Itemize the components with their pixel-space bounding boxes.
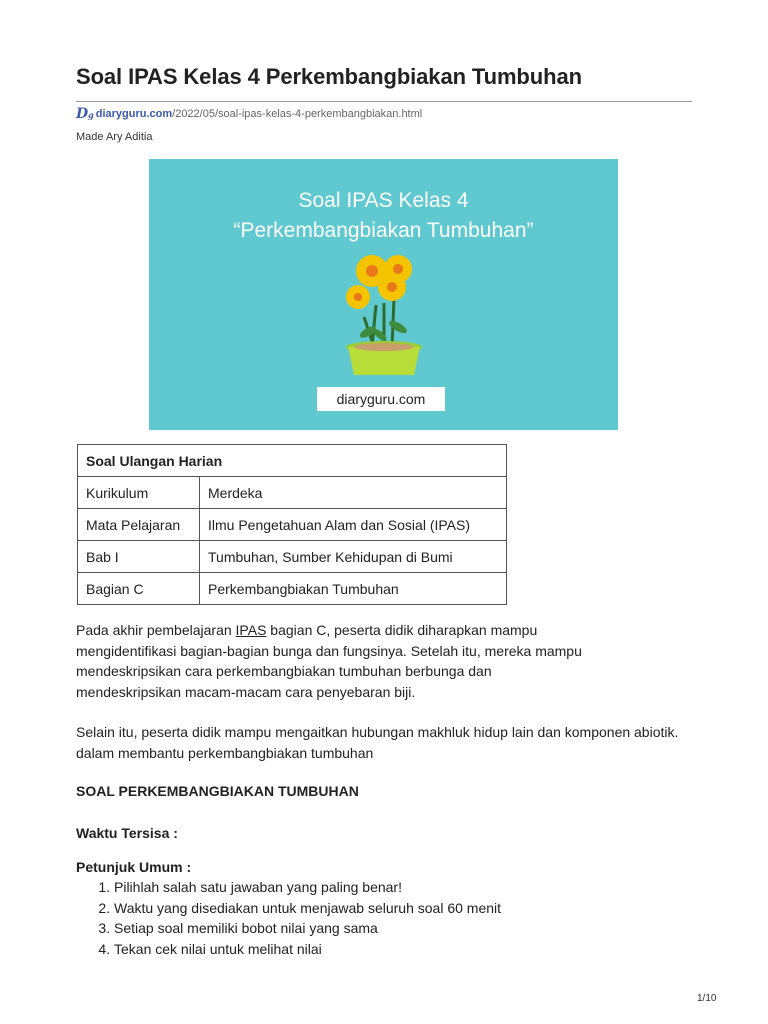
banner-site-label: diaryguru.com bbox=[317, 387, 445, 411]
source-link[interactable] bbox=[96, 108, 423, 120]
instructions-list bbox=[76, 877, 501, 959]
page-number: 1/10 bbox=[697, 993, 717, 1004]
section-heading: SOAL PERKEMBANGBIAKAN TUMBUHAN bbox=[76, 783, 359, 799]
author-name: Made Ary Aditia bbox=[76, 131, 153, 143]
instructions-heading: Petunjuk Umum : bbox=[76, 859, 192, 875]
banner-line-1: Soal IPAS Kelas 4 bbox=[298, 189, 469, 212]
table-cell: Tumbuhan, Sumber Kehidupan di Bumi bbox=[200, 541, 507, 573]
table-cell: Ilmu Pengetahuan Alam dan Sosial (IPAS) bbox=[200, 509, 507, 541]
table-row bbox=[78, 573, 507, 605]
source-path: /2022/05/soal-ipas-kelas-4-perkembangbiakan.html bbox=[172, 108, 423, 120]
table-cell: Mata Pelajaran bbox=[78, 509, 200, 541]
table-cell: Perkembangbiakan Tumbuhan bbox=[200, 573, 507, 605]
flower-pot-icon bbox=[334, 247, 434, 377]
list-item: 3. Setiap soal memiliki bobot nilai yang sama bbox=[114, 918, 501, 939]
title-divider bbox=[76, 101, 692, 102]
table-row bbox=[78, 541, 507, 573]
time-remaining-label: Waktu Tersisa : bbox=[76, 825, 178, 841]
banner-line-2: “Perkembangbiakan Tumbuhan” bbox=[233, 219, 534, 242]
list-item: 1. Pilihlah salah satu jawaban yang paling benar! bbox=[114, 877, 501, 898]
page-title: Soal IPAS Kelas 4 Perkembangbiakan Tumbuhan bbox=[76, 64, 582, 89]
banner-image bbox=[149, 159, 618, 430]
source-domain: diaryguru.com bbox=[95, 108, 173, 120]
list-item: 2. Waktu yang disediakan untuk menjawab seluruh soal 60 menit bbox=[114, 898, 501, 919]
table-row bbox=[78, 477, 507, 509]
table-cell: Merdeka bbox=[200, 477, 507, 509]
table-header-row bbox=[78, 445, 507, 477]
list-item: 4. Tekan cek nilai untuk melihat nilai bbox=[114, 939, 501, 960]
intro-paragraph: Pada akhir pembelajaran IPAS bagian C, peserta didik diharapkan mampu mengidentifikasi bagian-bagian bunga dan fungsinya. Setelah itu, mereka mampu mendeskripsikan cara perkembangbiakan tumbuhan berbunga dan mendeskripsikan macam-macam cara penyebaran biji. bbox=[76, 622, 582, 700]
diaryguru-logo-icon: Dg bbox=[76, 106, 94, 122]
table-cell: Bagian C bbox=[78, 573, 200, 605]
info-table bbox=[77, 444, 507, 605]
table-cell: Kurikulum bbox=[78, 477, 200, 509]
table-cell: Bab I bbox=[78, 541, 200, 573]
ipas-link[interactable]: IPAS bbox=[235, 622, 267, 638]
table-row bbox=[78, 509, 507, 541]
table-header: Soal Ulangan Harian bbox=[78, 445, 507, 477]
source-line bbox=[76, 106, 422, 122]
second-paragraph: Selain itu, peserta didik mampu mengaitkan hubungan makhluk hidup lain dan komponen abiotik. dalam membantu perkembangbiakan tumbuhan bbox=[76, 724, 679, 761]
